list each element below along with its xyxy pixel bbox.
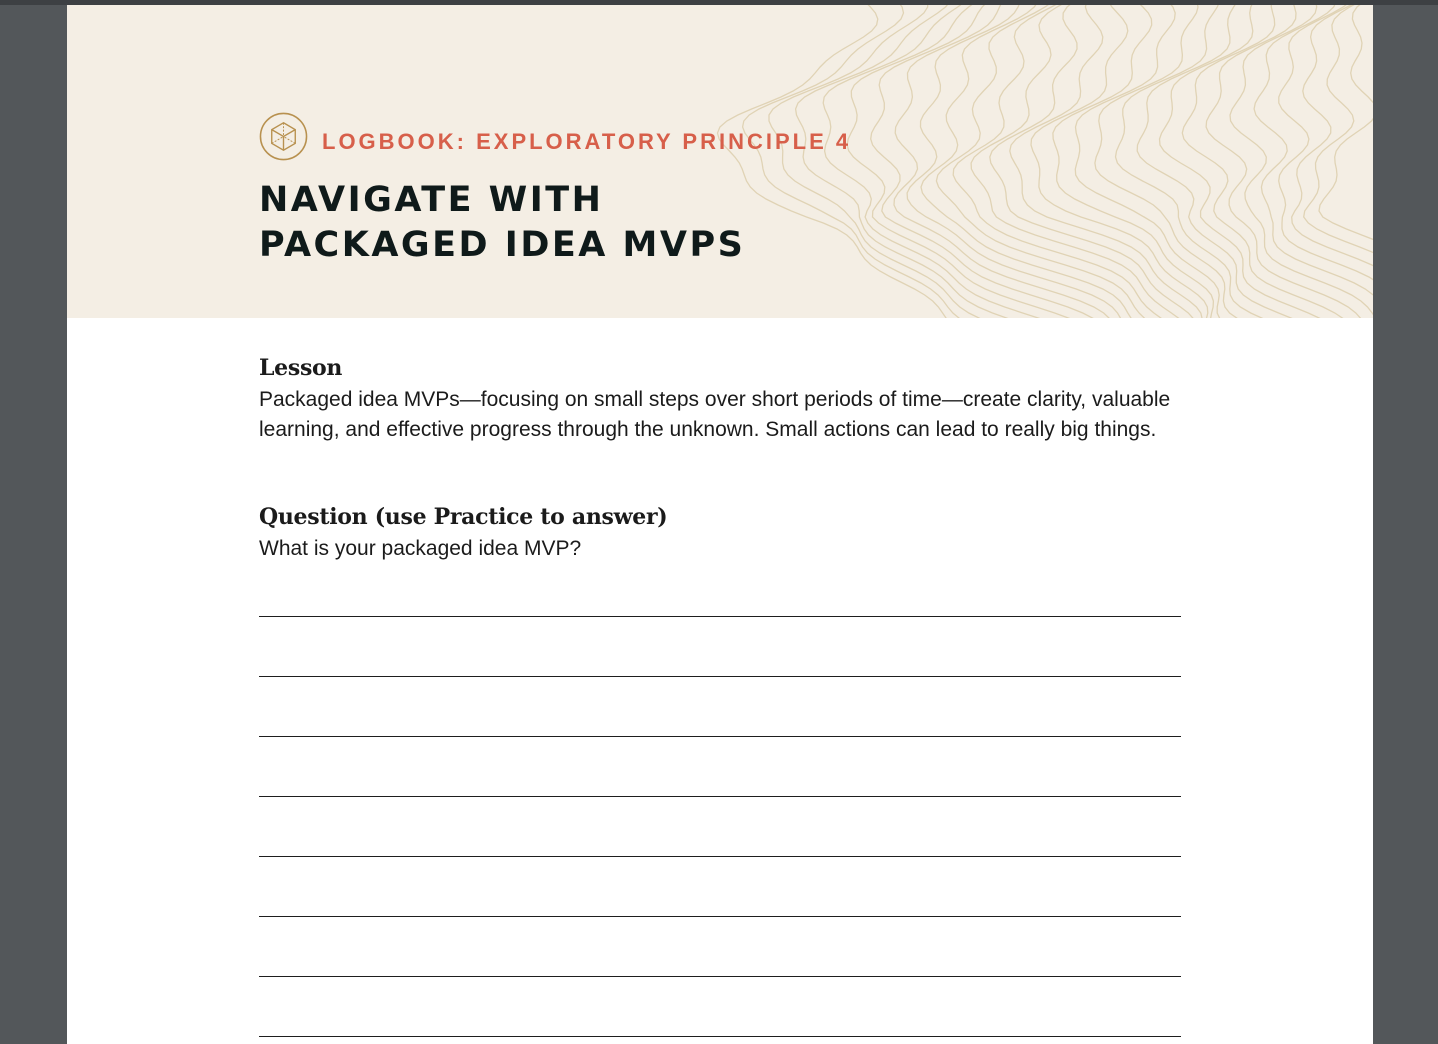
page-header-band [67, 5, 1373, 318]
contour-line [1304, 5, 1373, 318]
contour-line [1010, 5, 1202, 318]
logbook-eyebrow-label: LOGBOOK: EXPLORATORY PRINCIPLE 4 [322, 129, 852, 154]
page-title-line-2: PACKAGED IDEA MVPS [259, 225, 746, 265]
hexagon-cube-logo-icon [259, 112, 308, 161]
topographic-contour-decoration [67, 5, 1373, 318]
answer-line [259, 676, 1181, 677]
answer-line [259, 856, 1181, 857]
contour-line [936, 5, 1161, 318]
lesson-body-text: Packaged idea MVPs—focusing on small steps over short periods of time—create clarity, valuable learning, and effective progress through the unknown. Small actions can lead to really big things. [259, 388, 1171, 441]
contour-line [847, 5, 1093, 318]
page-title-line-1: NAVIGATE WITH [259, 180, 604, 220]
answer-line [259, 736, 1181, 737]
question-heading: Question (use Practice to answer) [259, 504, 668, 530]
document-page [67, 5, 1373, 1044]
lesson-heading: Lesson [259, 355, 343, 381]
contour-line [769, 5, 1014, 318]
contour-line [1319, 5, 1373, 318]
contour-line [823, 5, 1073, 318]
answer-line [259, 1036, 1181, 1037]
contour-line [1292, 5, 1373, 318]
answer-line [259, 616, 1181, 617]
contour-line [718, 5, 961, 318]
contour-line [871, 5, 1107, 318]
contour-line [1160, 5, 1339, 318]
page-title [259, 178, 745, 268]
answer-line [259, 796, 1181, 797]
answer-line [259, 976, 1181, 977]
question-body-text: What is your packaged idea MVP? [259, 537, 582, 560]
contour-line [1206, 5, 1370, 318]
answer-line [259, 916, 1181, 917]
